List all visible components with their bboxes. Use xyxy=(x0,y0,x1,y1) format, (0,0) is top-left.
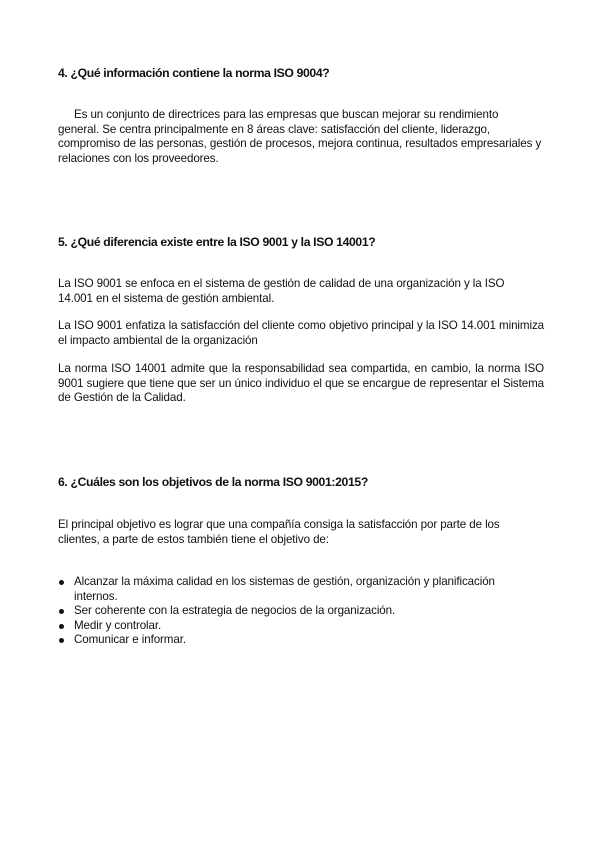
list-item-text: Medir y controlar. xyxy=(74,618,162,632)
objectives-list xyxy=(58,575,538,648)
list-item xyxy=(58,619,538,634)
section-4-heading: 4. ¿Qué información contiene la norma ISO 9004? xyxy=(58,66,330,80)
list-item-text: Alcanzar la máxima calidad en los sistemas de gestión, organización y planificación internos. xyxy=(74,575,495,603)
bullet-icon xyxy=(59,624,64,629)
section-5-heading: 5. ¿Qué diferencia existe entre la ISO 9001 y la ISO 14001? xyxy=(58,235,376,249)
list-item-text: Ser coherente con la estrategia de negocios de la organización. xyxy=(74,604,396,617)
bullet-icon xyxy=(59,580,64,585)
section-5-paragraph-2: La ISO 9001 enfatiza la satisfacción del cliente como objetivo principal y la ISO 14.001 minimiza el impacto ambiental de la organización xyxy=(58,319,544,347)
bullet-icon xyxy=(59,609,64,614)
section-5-paragraph-1: La ISO 9001 se enfoca en el sistema de gestión de calidad de una organización y la ISO 14.001 en el sistema de gestión ambiental. xyxy=(58,277,505,305)
list-item-text: Comunicar e informar. xyxy=(74,633,186,646)
list-item xyxy=(58,575,538,604)
section-4-paragraph: Es un conjunto de directrices para las empresas que buscan mejorar su rendimiento general. Se centra principalmente en 8 áreas clave: satisfacción del cliente, liderazgo, compromiso de las personas, gestión de procesos, mejora continua, resultados empresariales y relaciones con los proveedores. xyxy=(58,108,542,165)
bullet-icon xyxy=(59,638,64,643)
section-6-heading: 6. ¿Cuáles son los objetivos de la norma ISO 9001:2015? xyxy=(58,475,368,489)
list-item xyxy=(58,604,538,619)
section-5-paragraph-3: La norma ISO 14001 admite que la responsabilidad sea compartida, en cambio, la norma ISO 9001 sugiere que tiene que ser un único individuo el que se encargue de representar el Sistema de Gestión de la Calidad. xyxy=(58,362,544,404)
section-6-paragraph: El principal objetivo es lograr que una compañía consiga la satisfacción por parte de los clientes, a parte de estos también tiene el objetivo de: xyxy=(58,518,500,546)
list-item xyxy=(58,633,538,648)
